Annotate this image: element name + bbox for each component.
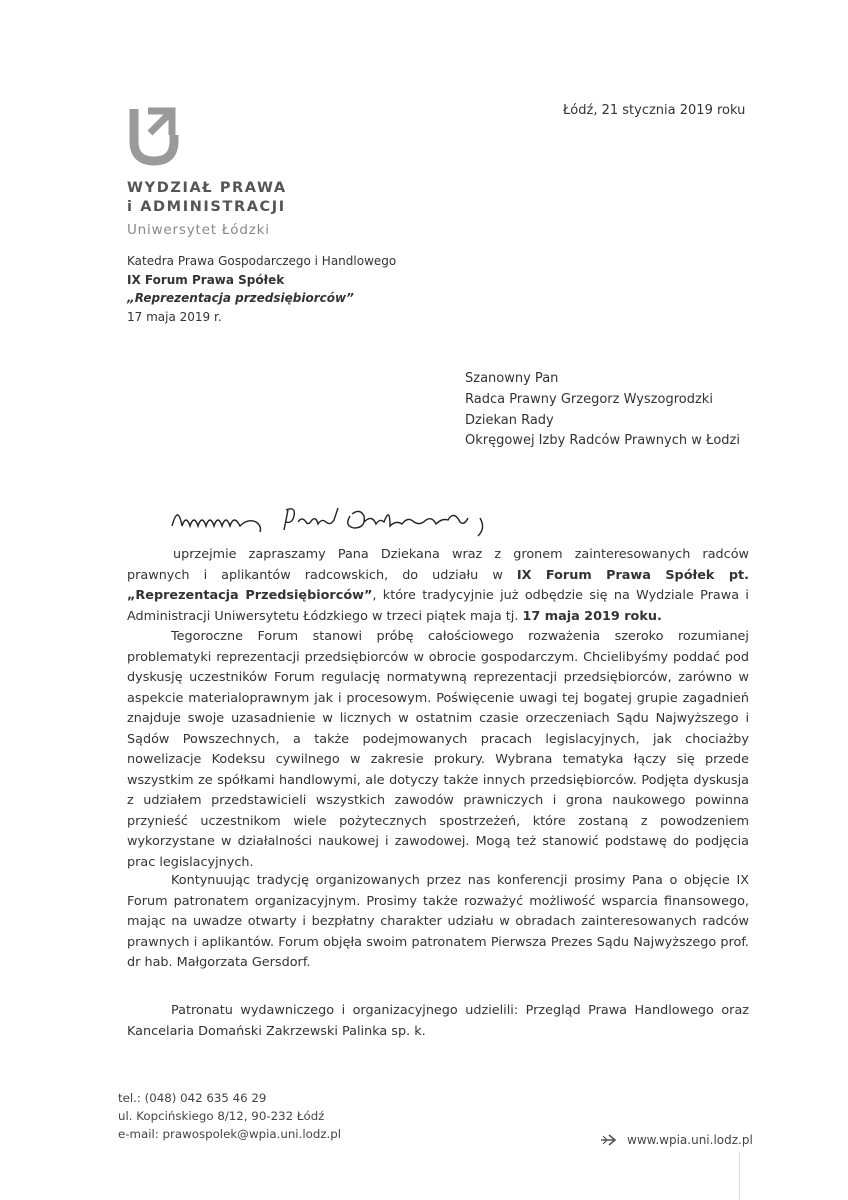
para4-text: Patronatu wydawniczego i organizacyjnego udzielili: Przegląd Prawa Handlowego oraz Kancelaria Domański Zakrzewski Palinka sp. k. [127, 1003, 749, 1039]
para1-text-1: uprzejmie zapraszamy Pana Dziekana wraz z gronem zainteresowanych radców prawnych i aplikantów radcowskich, do udziału w [127, 547, 749, 583]
recipient-line2: Radca Prawny Grzegorz Wyszogrodzki [465, 392, 713, 407]
footer-address: ul. Kopcińskiego 8/12, 90-232 Łódź [118, 1109, 325, 1123]
footer-website-link[interactable]: www.wpia.uni.lodz.pl [627, 1133, 753, 1147]
footer-email[interactable]: e-mail: prawospolek@wpia.uni.lodz.pl [118, 1127, 342, 1141]
para1-bold-date: 17 maja 2019 roku. [522, 608, 662, 624]
university-name: Uniwersytet Łódzki [127, 222, 270, 238]
faculty-name-line2: i ADMINISTRACJI [127, 199, 286, 215]
handwritten-salutation [168, 496, 498, 538]
recipient-line4: Okręgowej Izby Radców Prawnych w Łodzi [465, 433, 740, 448]
footer-divider [739, 1152, 740, 1200]
para1-text-2: , które tradycyjnie już odbędzie się na Wydziale Prawa i Administracji Uniwersytetu Łódzkiego w trzeci piątek maja tj. [127, 588, 749, 624]
website-arrow-icon [600, 1133, 618, 1147]
body-paragraph-1 [127, 545, 749, 627]
event-title: „Reprezentacja przedsiębiorców” [127, 291, 354, 305]
event-date: 17 maja 2019 r. [127, 310, 222, 324]
faculty-name-line1: WYDZIAŁ PRAWA [127, 180, 287, 196]
letter-date: Łódź, 21 stycznia 2019 roku [563, 103, 746, 118]
recipient-line3: Dziekan Rady [465, 413, 554, 428]
body-paragraph-4 [127, 1001, 749, 1042]
body-paragraph-3 [127, 871, 749, 974]
footer-phone: tel.: (048) 042 635 46 29 [118, 1091, 267, 1105]
university-logo-icon [128, 105, 180, 167]
para3-text: Kontynuując tradycję organizowanych przez nas konferencji prosimy Pana o objęcie IX Forum patronatem organizacyjnym. Prosimy także rozważyć możliwość wsparcia finansowego, mając na uwadze otwarty i bezpłatny charakter udziału w obradach zainteresowanych radców prawnych i aplikantów. Forum objęła swoim patronatem Pierwsza Prezes Sądu Najwyższego prof. dr hab. Małgorzata Gersdorf. [127, 873, 749, 970]
recipient-line1: Szanowny Pan [465, 371, 559, 386]
para1-bold-event: IX Forum Prawa Spółek pt. „Reprezentacja Przedsiębiorców” [127, 567, 749, 603]
department-name: Katedra Prawa Gospodarczego i Handlowego [127, 254, 397, 268]
event-name: IX Forum Prawa Spółek [127, 273, 285, 287]
body-paragraph-2 [127, 627, 749, 873]
para2-text: Tegoroczne Forum stanowi próbę całościowego rozważenia szeroko rozumianej problematyki reprezentacji przedsiębiorców w obrocie gospodarczym. Chcielibyśmy poddać pod dyskusję uczestników Forum regulację normatywną reprezentacji przedsiębiorców, zarówno w aspekcie materialoprawnym jak i procesowym. Poświęcenie uwagi tej bogatej grupie zagadnień znajduje swoje uzasadnienie w licznych w ostatnim czasie orzeczeniach Sądu Najwyższego i Sądów Powszechnych, a także podejmowanych pracach legislacyjnych, jak chociażby nowelizacje Kodeksu cywilnego w zakresie prokury. Wybrana tematyka łączy się przede wszystkim ze spółkami handlowymi, ale dotyczy także innych przedsiębiorców. Podjęta dyskusja z udziałem przedstawicieli wszystkich zawodów prawniczych i grona naukowego powinna przynieść uczestnikom wiele pożytecznych spostrzeżeń, które zostaną z powodzeniem wykorzystane w działalności naukowej i zawodowej. Mogą też stanowić podstawę do podjęcia prac legislacyjnych. [127, 629, 749, 870]
